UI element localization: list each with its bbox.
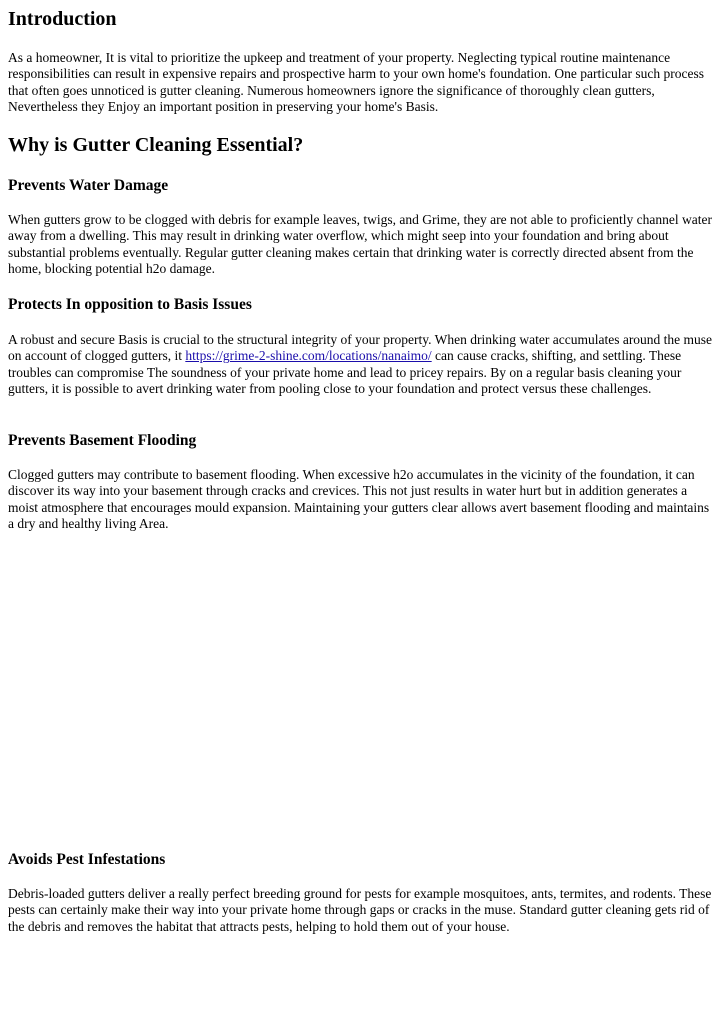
blank-image-area [8, 545, 714, 840]
introduction-heading: Introduction [8, 8, 117, 30]
prevents-water-damage-paragraph: When gutters grow to be clogged with debris for example leaves, twigs, and Grime, they are not able to proficiently channel water away from a dwelling. This may result in drinking water overflow, which might seep into your foundation and bring about substantial problems eventually. Regular gutter cleaning makes certain that drinking water is correctly directed absent from the home, blocking potential h2o damage. [8, 212, 713, 277]
why-gutter-cleaning-heading: Why is Gutter Cleaning Essential? [8, 134, 304, 156]
prevents-water-damage-heading: Prevents Water Damage [8, 177, 169, 194]
protects-basis-text-before-link: A robust and secure Basis is crucial to the structural integrity of your property. When drinking water accumulates around the muse on account of clogged gutters, it [8, 332, 713, 364]
introduction-paragraph: As a homeowner, It is vital to prioritize the upkeep and treatment of your property. Neglecting typical routine maintenance responsibilities can result in expensive repairs and prospective harm to your own home's foundation. One particular such process that often goes unnoticed is gutter cleaning. Numerous homeowners ignore the significance of thoroughly clean gutters, Nevertheless they Enjoy an important position in preserving your home's Basis. [8, 50, 704, 115]
protects-basis-text-after-link: can cause cracks, shifting, and settling. These troubles can compromise The soundness of your private home and lead to pricey repairs. By on a regular basis cleaning your gutters, it is possible to avert drinking water from pooling close to your foundation and protect versus these challenges. [8, 348, 682, 397]
protects-basis-heading: Protects In opposition to Basis Issues [8, 296, 252, 313]
prevents-basement-flooding-paragraph: Clogged gutters may contribute to basement flooding. When excessive h2o accumulates in the vicinity of the foundation, it can discover its way into your basement through cracks and crevices. This not just results in water hurt but in addition generates a moist atmosphere that encourages mould expansion. Maintaining your gutters clear allows avert basement flooding and maintains a dry and healthy living Area. [8, 467, 710, 532]
prevents-basement-flooding-heading: Prevents Basement Flooding [8, 432, 197, 449]
avoids-pest-infestations-heading: Avoids Pest Infestations [8, 851, 166, 868]
protects-basis-paragraph [8, 332, 714, 398]
avoids-pest-infestations-paragraph: Debris-loaded gutters deliver a really perfect breeding ground for pests for example mosquitoes, ants, termites, and rodents. These pests can certainly make their way into your private home through gaps or cracks in the muse. Standard gutter cleaning gets rid of the debris and removes the habitat that attracts pests, helping to hold them out of your house. [8, 886, 712, 934]
grime-2-shine-link[interactable]: https://grime-2-shine.com/locations/nanaimo/ [185, 348, 432, 364]
